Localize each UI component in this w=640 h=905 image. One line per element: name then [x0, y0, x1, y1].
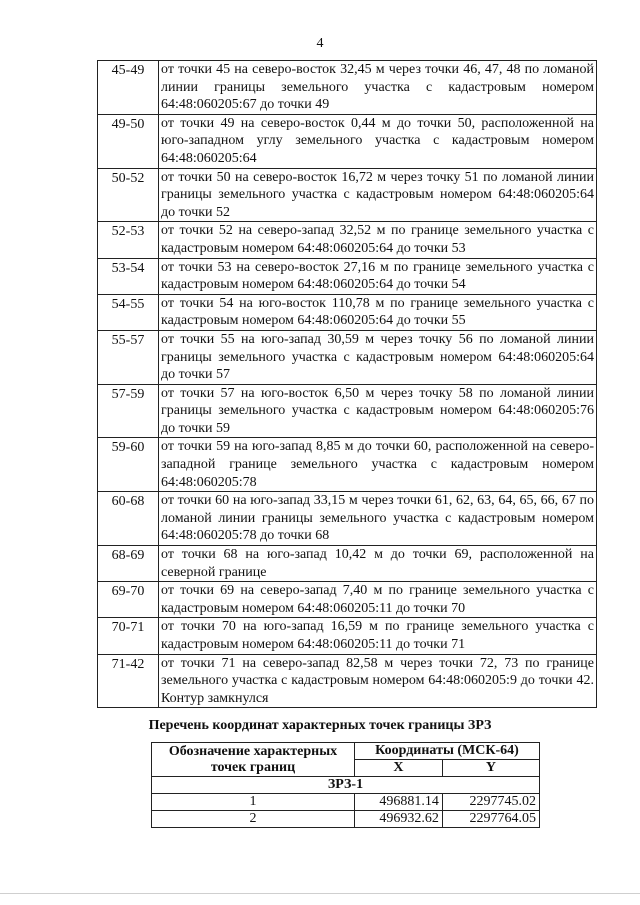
table-row	[98, 61, 597, 115]
description-cell: от точки 45 на северо-восток 32,45 м через точки 46, 47, 48 по ломаной линии границы земельного участка с кадастровым номером 64:48:060205:67 до точки 49	[159, 61, 597, 115]
point-column-header: Обозначение характерных точек границ	[152, 743, 355, 777]
page-bottom-divider	[0, 893, 640, 894]
table-row	[98, 114, 597, 168]
point-cell: 2	[152, 811, 355, 828]
point-cell: 1	[152, 794, 355, 811]
segment-cell: 49-50	[98, 114, 159, 168]
description-cell: от точки 60 на юго-запад 33,15 м через точки 61, 62, 63, 64, 65, 66, 67 по ломаной линии границы земельного участка с кадастровым номером 64:48:060205:78 до точки 68	[159, 492, 597, 546]
table-row	[152, 811, 540, 828]
segment-cell: 53-54	[98, 258, 159, 294]
table-row	[98, 384, 597, 438]
table-row	[98, 438, 597, 492]
table-row	[98, 618, 597, 654]
table-row	[98, 492, 597, 546]
coordinates-title: Перечень координат характерных точек границы ЗРЗ	[148, 718, 492, 733]
coordinates-table	[151, 742, 540, 828]
table-row	[98, 654, 597, 708]
segment-cell: 60-68	[98, 492, 159, 546]
table-row	[98, 222, 597, 258]
x-column-header: X	[355, 760, 443, 777]
segment-cell: 45-49	[98, 61, 159, 115]
description-cell: от точки 55 на юго-запад 30,59 м через точку 56 по ломаной линии границы земельного участка с кадастровым номером 64:48:060205:64 до точки 57	[159, 330, 597, 384]
coordinates-column-header: Координаты (МСК-64)	[355, 743, 540, 760]
description-cell: от точки 69 на северо-запад 7,40 м по границе земельного участка с кадастровым номером 64:48:060205:11 до точки 70	[159, 582, 597, 618]
description-cell: от точки 68 на юго-запад 10,42 м до точки 69, расположенной на северной границе	[159, 546, 597, 582]
page-number: 4	[316, 36, 324, 51]
table-row	[98, 258, 597, 294]
description-cell: от точки 70 на юго-запад 16,59 м по границе земельного участка с кадастровым номером 64:48:060205:11 до точки 71	[159, 618, 597, 654]
description-cell: от точки 52 на северо-запад 32,52 м по границе земельного участка с кадастровым номером 64:48:060205:64 до точки 53	[159, 222, 597, 258]
table-row	[152, 794, 540, 811]
segment-cell: 68-69	[98, 546, 159, 582]
y-column-header: Y	[442, 760, 539, 777]
y-cell: 2297764.05	[442, 811, 539, 828]
table-header-row	[152, 743, 540, 760]
segment-cell: 59-60	[98, 438, 159, 492]
table-row	[98, 546, 597, 582]
y-cell: 2297745.02	[442, 794, 539, 811]
table-row	[98, 582, 597, 618]
segment-cell: 71-42	[98, 654, 159, 708]
segment-cell: 54-55	[98, 294, 159, 330]
segment-cell: 52-53	[98, 222, 159, 258]
description-cell: от точки 57 на юго-восток 6,50 м через точку 58 по ломаной линии границы земельного участка с кадастровым номером 64:48:060205:76 до точки 59	[159, 384, 597, 438]
description-cell: от точки 49 на северо-восток 0,44 м до точки 50, расположенной на юго-западном углу земельного участка с кадастровым номером 64:48:060205:64	[159, 114, 597, 168]
description-cell: от точки 50 на северо-восток 16,72 м через точку 51 по ломаной линии границы земельного участка с кадастровым номером 64:48:060205:64 до точки 52	[159, 168, 597, 222]
group-label: ЗРЗ-1	[152, 777, 540, 794]
group-row	[152, 777, 540, 794]
table-row	[98, 294, 597, 330]
description-cell: от точки 59 на юго-запад 8,85 м до точки 60, расположенной на северо-западной границе земельного участка с кадастровым номером 64:48:060205:78	[159, 438, 597, 492]
segment-cell: 57-59	[98, 384, 159, 438]
table-row	[98, 330, 597, 384]
segment-cell: 55-57	[98, 330, 159, 384]
description-cell: от точки 71 на северо-запад 82,58 м через точки 72, 73 по границе земельного участка с кадастровым номером 64:48:060205:9 до точки 42. Контур замкнулся	[159, 654, 597, 708]
description-cell: от точки 54 на юго-восток 110,78 м по границе земельного участка с кадастровым номером 64:48:060205:64 до точки 55	[159, 294, 597, 330]
x-cell: 496881.14	[355, 794, 443, 811]
segment-cell: 69-70	[98, 582, 159, 618]
segment-cell: 70-71	[98, 618, 159, 654]
table-row	[98, 168, 597, 222]
x-cell: 496932.62	[355, 811, 443, 828]
route-description-table	[97, 60, 597, 708]
description-cell: от точки 53 на северо-восток 27,16 м по границе земельного участка с кадастровым номером 64:48:060205:64 до точки 54	[159, 258, 597, 294]
segment-cell: 50-52	[98, 168, 159, 222]
